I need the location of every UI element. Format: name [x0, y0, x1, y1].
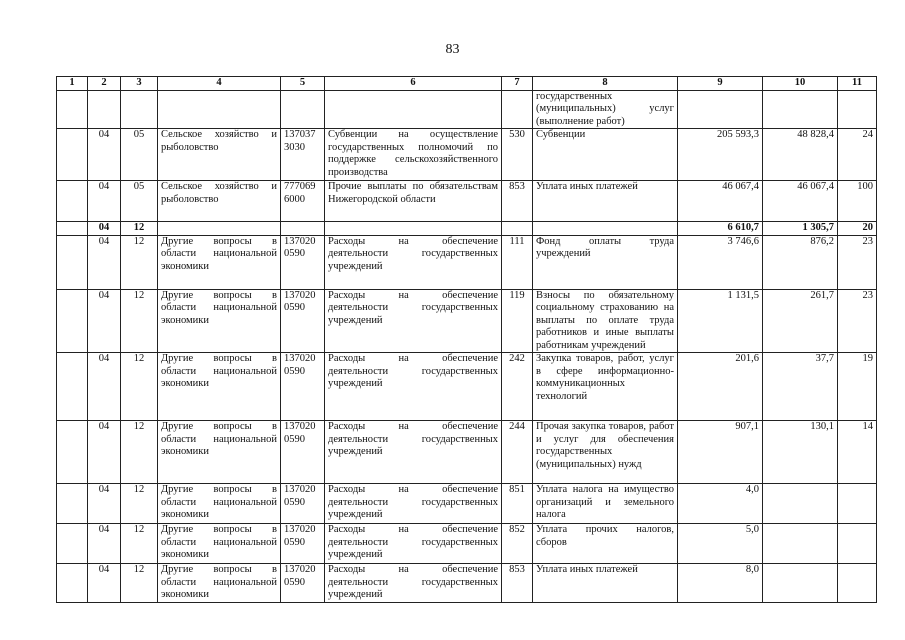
column-header: 10 [763, 77, 838, 91]
expense-type-code: 242 [502, 353, 533, 421]
amount-executed: 1 305,7 [763, 222, 838, 236]
subsection-code: 12 [121, 353, 158, 421]
expense-type-code: 853 [502, 564, 533, 603]
expense-type-name: Взносы по обязательному социальному страхованию на выплаты по оплате труда работников и иные выплаты работникам учреждений [533, 289, 678, 353]
subsection-name: Другие вопросы в области национальной экономики [158, 484, 281, 524]
section-code: 04 [88, 235, 121, 289]
row-number [57, 222, 88, 236]
table-row [57, 289, 877, 353]
target-name: Субвенции на осуществление государственных полномочий по поддержке сельскохозяйственного производства [325, 129, 502, 181]
section-code: 04 [88, 129, 121, 181]
amount-executed: 261,7 [763, 289, 838, 353]
amount-planned: 46 067,4 [678, 181, 763, 222]
amount-planned: 4,0 [678, 484, 763, 524]
target-name: Расходы на обеспечение деятельности государственных учреждений [325, 564, 502, 603]
subsection-name: Другие вопросы в области национальной экономики [158, 353, 281, 421]
target-code: 137037 3030 [281, 129, 325, 181]
target-name: Прочие выплаты по обязательствам Нижегородской области [325, 181, 502, 222]
subsection-name: Другие вопросы в области национальной экономики [158, 524, 281, 564]
execution-percent: 20 [838, 222, 877, 236]
amount-planned: 6 610,7 [678, 222, 763, 236]
subsection-code: 12 [121, 421, 158, 484]
expense-type-code: 244 [502, 421, 533, 484]
subsection-code: 12 [121, 235, 158, 289]
table-row [57, 484, 877, 524]
row-number [57, 181, 88, 222]
subsection-code: 12 [121, 289, 158, 353]
column-header: 8 [533, 77, 678, 91]
target-name: Расходы на обеспечение деятельности государственных учреждений [325, 524, 502, 564]
target-name: Расходы на обеспечение деятельности государственных учреждений [325, 235, 502, 289]
column-header: 4 [158, 77, 281, 91]
execution-percent [838, 564, 877, 603]
execution-percent: 23 [838, 289, 877, 353]
column-header: 6 [325, 77, 502, 91]
section-code: 04 [88, 181, 121, 222]
amount-executed [763, 564, 838, 603]
column-header: 5 [281, 77, 325, 91]
target-name: Расходы на обеспечение деятельности государственных учреждений [325, 421, 502, 484]
execution-percent [838, 484, 877, 524]
row-number [57, 564, 88, 603]
table-row [57, 222, 877, 236]
amount-executed: 46 067,4 [763, 181, 838, 222]
target-code [281, 222, 325, 236]
subsection-code: 12 [121, 222, 158, 236]
execution-percent: 14 [838, 421, 877, 484]
section-code: 04 [88, 524, 121, 564]
target-code: 137020 0590 [281, 289, 325, 353]
expense-type-name [533, 222, 678, 236]
expense-type-code: 111 [502, 235, 533, 289]
expense-type-name: Уплата иных платежей [533, 564, 678, 603]
table-row [57, 129, 877, 181]
expense-type-code: 530 [502, 129, 533, 181]
section-code: 04 [88, 222, 121, 236]
target-code: 137020 0590 [281, 564, 325, 603]
amount-planned: 201,6 [678, 353, 763, 421]
amount-planned: 8,0 [678, 564, 763, 603]
expense-type-code [502, 222, 533, 236]
subsection-name: Другие вопросы в области национальной экономики [158, 421, 281, 484]
target-code: 777069 6000 [281, 181, 325, 222]
amount-planned: 1 131,5 [678, 289, 763, 353]
subsection-name: Сельское хозяйство и рыболовство [158, 129, 281, 181]
expense-type-name: Уплата прочих налогов, сборов [533, 524, 678, 564]
expense-type-code: 853 [502, 181, 533, 222]
expense-type-code: 851 [502, 484, 533, 524]
table-row [57, 353, 877, 421]
subsection-code: 12 [121, 484, 158, 524]
target-name: Расходы на обеспечение деятельности государственных учреждений [325, 353, 502, 421]
column-header: 2 [88, 77, 121, 91]
expense-type-name: Прочая закупка товаров, работ и услуг для обеспечения государственных (муниципальных) нужд [533, 421, 678, 484]
table-row [57, 235, 877, 289]
row-number [57, 421, 88, 484]
execution-percent: 23 [838, 235, 877, 289]
subsection-name [158, 222, 281, 236]
expense-type-name: Уплата иных платежей [533, 181, 678, 222]
execution-percent: 100 [838, 181, 877, 222]
subsection-name: Другие вопросы в области национальной экономики [158, 235, 281, 289]
expense-type-name: государственных (муниципальных) услуг (выполнение работ) [533, 90, 678, 129]
subsection-name: Сельское хозяйство и рыболовство [158, 181, 281, 222]
column-header: 9 [678, 77, 763, 91]
subsection-code: 05 [121, 181, 158, 222]
row-number [57, 289, 88, 353]
row-number [57, 235, 88, 289]
subsection-code: 12 [121, 524, 158, 564]
subsection-code: 05 [121, 129, 158, 181]
budget-table [56, 76, 877, 603]
column-header: 3 [121, 77, 158, 91]
amount-executed: 37,7 [763, 353, 838, 421]
column-header: 11 [838, 77, 877, 91]
target-code: 137020 0590 [281, 421, 325, 484]
subsection-name: Другие вопросы в области национальной экономики [158, 289, 281, 353]
target-name [325, 222, 502, 236]
amount-executed [763, 524, 838, 564]
continuation-row [57, 90, 877, 129]
row-number [57, 353, 88, 421]
section-code: 04 [88, 353, 121, 421]
amount-executed: 876,2 [763, 235, 838, 289]
expense-type-code: 119 [502, 289, 533, 353]
amount-planned: 907,1 [678, 421, 763, 484]
amount-executed [763, 484, 838, 524]
execution-percent: 19 [838, 353, 877, 421]
section-code: 04 [88, 484, 121, 524]
table-row [57, 564, 877, 603]
execution-percent [838, 524, 877, 564]
row-number [57, 524, 88, 564]
amount-planned: 3 746,6 [678, 235, 763, 289]
expense-type-name: Закупка товаров, работ, услуг в сфере информационно-коммуникационных технологий [533, 353, 678, 421]
section-code: 04 [88, 289, 121, 353]
section-code: 04 [88, 564, 121, 603]
subsection-name: Другие вопросы в области национальной экономики [158, 564, 281, 603]
target-code: 137020 0590 [281, 353, 325, 421]
amount-planned: 5,0 [678, 524, 763, 564]
table-row [57, 524, 877, 564]
expense-type-name: Фонд оплаты труда учреждений [533, 235, 678, 289]
amount-executed: 48 828,4 [763, 129, 838, 181]
column-header: 7 [502, 77, 533, 91]
execution-percent: 24 [838, 129, 877, 181]
column-header: 1 [57, 77, 88, 91]
section-code: 04 [88, 421, 121, 484]
row-number [57, 484, 88, 524]
amount-executed: 130,1 [763, 421, 838, 484]
subsection-code: 12 [121, 564, 158, 603]
target-code: 137020 0590 [281, 484, 325, 524]
expense-type-name: Уплата налога на имущество организаций и земельного налога [533, 484, 678, 524]
target-code: 137020 0590 [281, 524, 325, 564]
expense-type-code: 852 [502, 524, 533, 564]
table-row [57, 181, 877, 222]
amount-planned: 205 593,3 [678, 129, 763, 181]
row-number [57, 129, 88, 181]
table-row [57, 421, 877, 484]
page-number: 83 [445, 42, 460, 57]
header-row [57, 77, 877, 91]
target-name: Расходы на обеспечение деятельности государственных учреждений [325, 484, 502, 524]
target-code: 137020 0590 [281, 235, 325, 289]
expense-type-name: Субвенции [533, 129, 678, 181]
target-name: Расходы на обеспечение деятельности государственных учреждений [325, 289, 502, 353]
